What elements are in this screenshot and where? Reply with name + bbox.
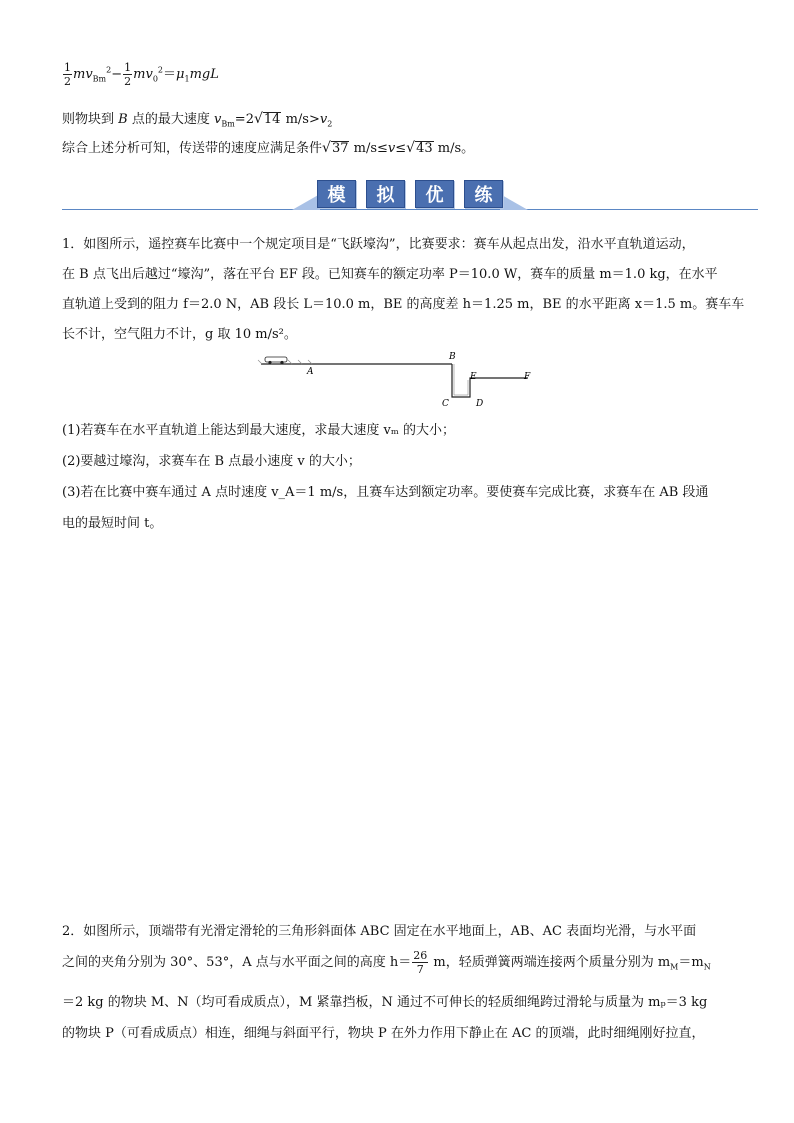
q1-subq-2: (2)要越过壕沟，求赛车在 B 点最小速度 v 的大小； (62, 454, 361, 469)
q1-line-1: 1．如图所示，遥控赛车比赛中一个规定项目是“飞跃壕沟”，比赛要求：赛车从起点出发，沿水平直轨道运动， (62, 237, 695, 252)
banner-char: 练 (464, 180, 503, 208)
q1-subq-1: (1)若赛车在水平直轨道上能达到最大速度，求最大速度 vₘ 的大小； (62, 423, 455, 438)
q2-line-3: ＝2 kg 的物块 M、N（均可看成质点），M 紧靠挡板，N 通过不可伸长的轻质细绳跨过滑轮与质量为 mₚ＝3 kg (62, 995, 708, 1010)
fraction-half: $\frac{1}{2}$ (64, 61, 71, 88)
banner-char: 优 (415, 180, 454, 208)
section-banner (62, 174, 758, 214)
q2-line-1: 2．如图所示，顶端带有光滑定滑轮的三角形斜面体 ABC 固定在水平地面上，AB、AC 表面均光滑，与水平面 (62, 924, 697, 939)
label-F: F (524, 372, 531, 382)
banner-box (317, 179, 503, 209)
label-A: A (307, 367, 314, 377)
label-E: E (470, 372, 477, 382)
label-C: C (442, 399, 449, 409)
fraction-half: $\frac{1}{2}$ (124, 61, 132, 88)
energy-equation: $\frac{1}{2}$ $mv_{Bm}^2-$ $\frac{1}{2}$ $mv_0^2=\mu_1mgL$ (64, 61, 219, 88)
q1-line-2: 在 B 点飞出后越过“壕沟”，落在平台 EF 段。已知赛车的额定功率 P＝10.0 W，赛车的质量 m＝1.0 kg，在水平 (62, 267, 718, 282)
banner-char: 拟 (366, 180, 405, 208)
car-icon (265, 357, 287, 364)
q1-subq-3: (3)若在比赛中赛车通过 A 点时速度 v_A＝1 m/s，且赛车达到额定功率。要使赛车完成比赛，求赛车在 AB 段通 (62, 485, 709, 500)
label-D: D (476, 399, 484, 409)
q2-line-4: 的物块 P（可看成质点）相连，细绳与斜面平行，物块 P 在外力作用下静止在 AC 的顶端，此时细绳刚好拉直， (62, 1026, 705, 1041)
max-speed-line: 则物块到 B 点的最大速度 $v_{Bm}=2√14$ $m/s>v_2$ (62, 111, 333, 129)
q1-line-4: 长不计，空气阻力不计，g 取 10 m/s²。 (62, 327, 297, 342)
trench-figure (256, 350, 536, 410)
banner-char: 模 (317, 180, 356, 208)
q2-line-2: 之间的夹角分别为 30°、53°，A 点与水平面之间的高度 h＝ $\frac{26}{7}$ m，轻质弹簧两端连接两个质量分别为 $m_M=m_N$ (62, 949, 711, 976)
conclusion-line: 综合上述分析可知，传送带的速度应满足条件√37 m/s≤v≤√43 m/s。 (62, 140, 475, 156)
height-fraction: $\frac{26}{7}$ (413, 949, 428, 976)
label-B: B (449, 352, 456, 362)
q1-line-3: 直轨道上受到的阻力 f＝2.0 N，AB 段长 L＝10.0 m，BE 的高度差 h＝1.25 m，BE 的水平距离 x＝1.5 m。赛车车 (62, 297, 745, 312)
q1-subq-3-cont: 电的最短时间 t。 (62, 516, 163, 531)
